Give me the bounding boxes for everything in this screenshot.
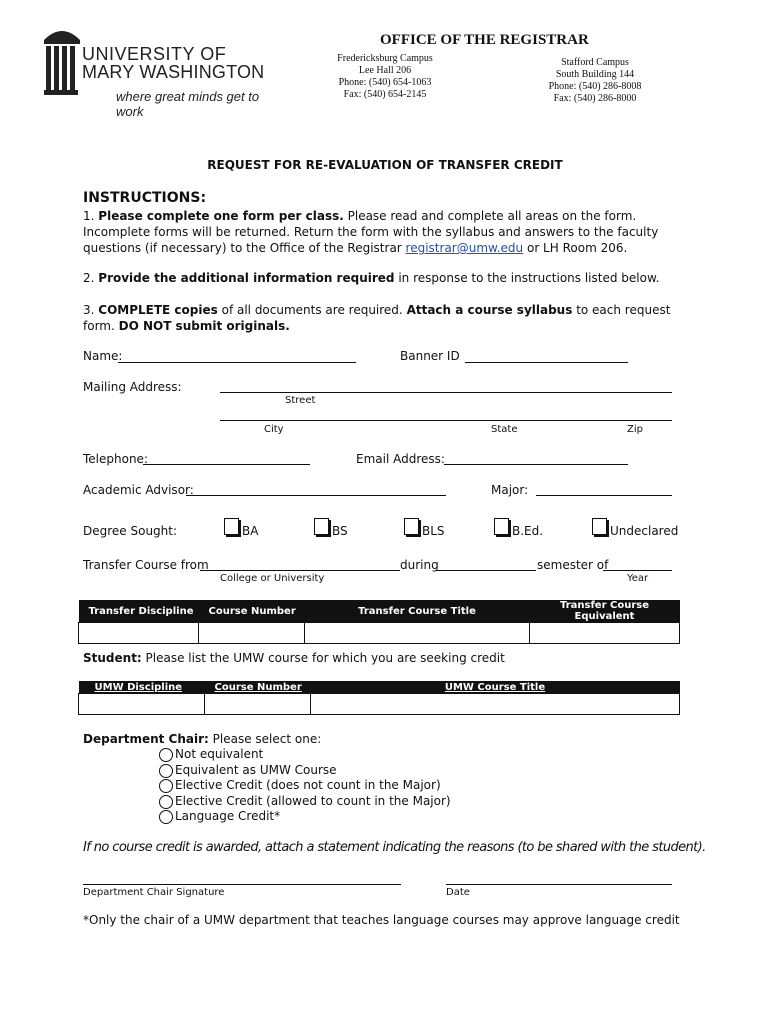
- name-label: Name:: [83, 349, 123, 363]
- umw-course-number-cell[interactable]: [205, 694, 311, 715]
- radio-equivalent[interactable]: [159, 764, 173, 778]
- option-equivalent: Equivalent as UMW Course: [175, 763, 337, 777]
- degree-bed-checkbox[interactable]: [494, 518, 509, 535]
- col-umw-course-number: Course Number: [205, 681, 311, 694]
- instructions-heading: INSTRUCTIONS:: [83, 190, 207, 206]
- umw-course-table: [78, 681, 680, 715]
- date-caption: Date: [446, 887, 470, 898]
- radio-elective-not-major[interactable]: [159, 779, 173, 793]
- columns-icon: [42, 26, 82, 98]
- degree-undeclared-label: Undeclared: [610, 524, 679, 538]
- banner-id-label: Banner ID: [400, 349, 460, 363]
- col-course-number: Course Number: [199, 600, 305, 623]
- semester-field[interactable]: [436, 570, 536, 571]
- logo-line2: MARY WASHINGTON: [82, 62, 265, 82]
- registrar-email-link[interactable]: registrar@umw.edu: [405, 241, 524, 255]
- college-field[interactable]: [200, 570, 400, 571]
- degree-bs-label: BS: [332, 524, 348, 538]
- instruction-1: 1. Please complete one form per class. Please read and complete all areas on the form. Incomplete forms will be returned. Return the form with the syllabus and answers to the faculty questions (if necessary) to the Office of the Registrar registrar@umw.edu or LH Room 206.: [83, 209, 659, 255]
- col-transfer-course-equivalent: Transfer Course Equivalent: [530, 600, 680, 623]
- signature-field[interactable]: [83, 884, 401, 885]
- col-umw-discipline: UMW Discipline: [79, 681, 205, 694]
- option-language-credit: Language Credit*: [175, 809, 281, 823]
- option-elective-major: Elective Credit (allowed to count in the Major): [175, 794, 451, 808]
- col-transfer-discipline: Transfer Discipline: [79, 600, 199, 623]
- logo-line1: UNIVERSITY OF: [82, 44, 227, 64]
- degree-bls-checkbox[interactable]: [404, 518, 419, 535]
- college-caption: College or University: [220, 573, 325, 584]
- year-field[interactable]: [603, 570, 672, 571]
- no-credit-note: If no course credit is awarded, attach a statement indicating the reasons (to be shared with the student).: [83, 840, 706, 855]
- degree-ba-checkbox[interactable]: [224, 518, 239, 535]
- chair-instruction: Department Chair: Please select one:: [83, 732, 322, 746]
- name-field[interactable]: [118, 362, 356, 363]
- umw-discipline-cell[interactable]: [79, 694, 205, 715]
- date-field[interactable]: [446, 884, 672, 885]
- transfer-course-table: [78, 600, 680, 644]
- major-label: Major:: [491, 483, 529, 497]
- transfer-course-title-cell[interactable]: [305, 623, 530, 644]
- table-row: [79, 623, 680, 644]
- degree-bed-label: B.Ed.: [512, 524, 544, 538]
- advisor-label: Academic Advisor:: [83, 483, 194, 497]
- mailing-address-label: Mailing Address:: [83, 380, 182, 394]
- street-field[interactable]: [220, 392, 672, 393]
- radio-not-equivalent[interactable]: [159, 748, 173, 762]
- stafford-campus: Stafford Campus South Building 144 Phone: (540) 286-8008 Fax: (540) 286-8000: [548, 57, 642, 104]
- col-umw-course-title: UMW Course Title: [311, 681, 680, 694]
- radio-language-credit[interactable]: [159, 810, 173, 824]
- degree-ba-label: BA: [242, 524, 259, 538]
- during-label: during: [400, 558, 439, 572]
- transfer-discipline-cell[interactable]: [79, 623, 199, 644]
- form-title: REQUEST FOR RE-EVALUATION OF TRANSFER CREDIT: [207, 158, 563, 172]
- option-not-equivalent: Not equivalent: [175, 747, 264, 761]
- logo-tagline: where great minds get to work: [116, 89, 260, 119]
- transfer-course-equivalent-cell[interactable]: [530, 623, 680, 644]
- degree-bls-label: BLS: [422, 524, 445, 538]
- advisor-field[interactable]: [186, 495, 446, 496]
- degree-sought-label: Degree Sought:: [83, 524, 178, 538]
- banner-id-field[interactable]: [465, 362, 628, 363]
- degree-bs-checkbox[interactable]: [314, 518, 329, 535]
- street-caption: Street: [285, 395, 316, 406]
- office-title: OFFICE OF THE REGISTRAR: [380, 32, 589, 48]
- state-caption: State: [491, 424, 518, 435]
- fredericksburg-campus: Fredericksburg Campus Lee Hall 206 Phone: (540) 654-1063 Fax: (540) 654-2145: [337, 53, 433, 100]
- major-field[interactable]: [536, 495, 672, 496]
- umw-logo: [42, 26, 282, 119]
- course-number-cell[interactable]: [199, 623, 305, 644]
- option-elective-not-major: Elective Credit (does not count in the Major): [175, 778, 441, 792]
- transfer-from-label: Transfer Course from: [83, 558, 209, 572]
- signature-caption: Department Chair Signature: [83, 887, 225, 898]
- instruction-3: 3. COMPLETE copies of all documents are required. Attach a course syllabus to each request form. DO NOT submit originals.: [83, 303, 671, 333]
- email-field[interactable]: [444, 464, 628, 465]
- umw-course-title-cell[interactable]: [311, 694, 680, 715]
- table-row: [79, 694, 680, 715]
- student-instruction: Student: Please list the UMW course for which you are seeking credit: [83, 651, 505, 665]
- language-credit-footnote: *Only the chair of a UMW department that teaches language courses may approve language credit: [83, 913, 680, 927]
- radio-elective-major[interactable]: [159, 795, 173, 809]
- degree-undeclared-checkbox[interactable]: [592, 518, 607, 535]
- telephone-field[interactable]: [143, 464, 310, 465]
- year-caption: Year: [627, 573, 649, 584]
- city-caption: City: [264, 424, 284, 435]
- instruction-2: 2. Provide the additional information required in response to the instructions listed below.: [83, 271, 660, 285]
- col-transfer-course-title: Transfer Course Title: [305, 600, 530, 623]
- zip-caption: Zip: [627, 424, 643, 435]
- city-state-zip-field[interactable]: [220, 420, 672, 421]
- semester-of-label: semester of: [537, 558, 609, 572]
- telephone-label: Telephone:: [83, 452, 148, 466]
- email-label: Email Address:: [356, 452, 445, 466]
